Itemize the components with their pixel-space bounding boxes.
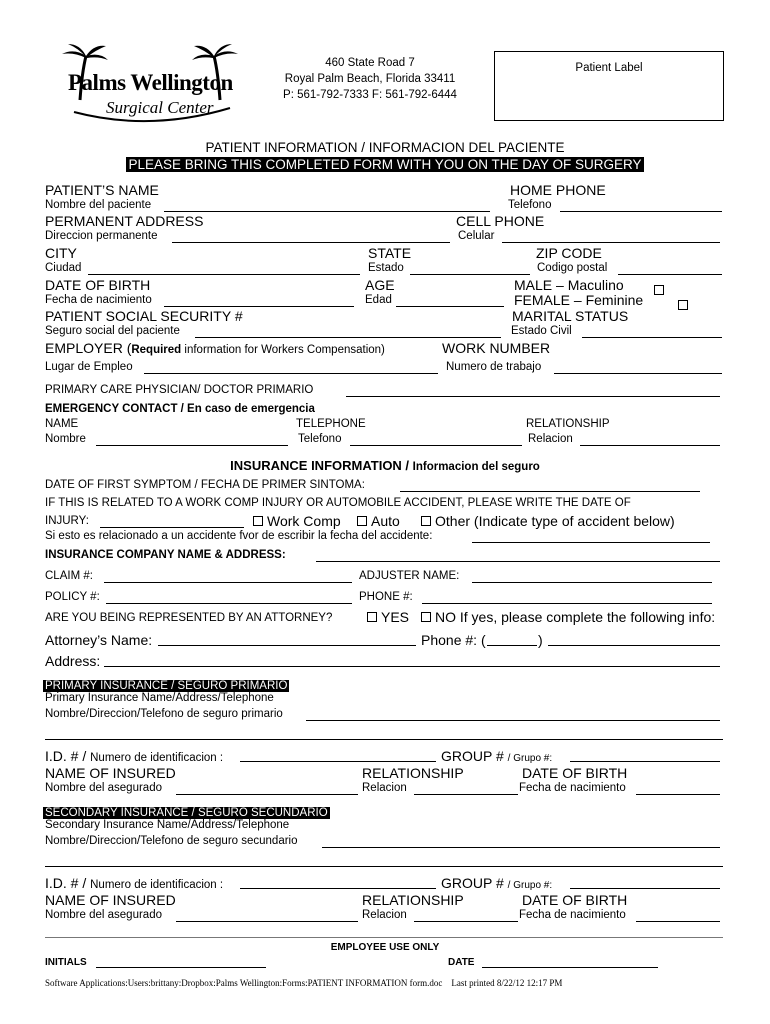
age-label-es: Edad	[365, 294, 392, 306]
auto-checkbox[interactable]	[357, 516, 367, 526]
emergency-heading: EMERGENCY CONTACT / En caso de emergencia	[45, 403, 315, 415]
primary-name-field[interactable]	[306, 720, 720, 721]
attorney-no-checkbox[interactable]	[421, 612, 431, 622]
secondary-insured-field[interactable]	[176, 921, 358, 922]
secondary-extra-line[interactable]	[45, 866, 723, 867]
primary-dob-label-es: Fecha de nacimiento	[519, 782, 626, 794]
marital-field[interactable]	[582, 337, 722, 338]
primary-insured-field[interactable]	[176, 794, 358, 795]
emergency-name-label: NAME	[45, 418, 79, 430]
address-label: PERMANENT ADDRESS	[45, 213, 204, 229]
secondary-group-label-es: / Grupo #:	[507, 880, 553, 891]
logo	[60, 42, 240, 127]
injury-date-field[interactable]	[100, 527, 244, 528]
employee-divider	[45, 937, 723, 938]
primary-group-label-es: / Grupo #:	[507, 753, 553, 764]
age-label: AGE	[365, 277, 395, 293]
secondary-insured-label-es: Nombre del asegurado	[45, 909, 162, 921]
primary-dob-field[interactable]	[636, 794, 720, 795]
dob-label: DATE OF BIRTH	[45, 277, 151, 293]
work-comp-checkbox[interactable]	[253, 516, 263, 526]
first-symptom-label: DATE OF FIRST SYMPTOM / FECHA DE PRIMER SINTOMA:	[45, 479, 365, 491]
insurance-company-field[interactable]	[316, 561, 720, 562]
injury-label: INJURY:	[45, 515, 89, 527]
patient-label-box	[494, 51, 724, 121]
related-text-es: Si esto es relacionado a un accidente fvor de escribir la fecha del accidente:	[45, 530, 433, 542]
primary-id-label-es: Numero de identificacion :	[90, 752, 224, 764]
employer-field[interactable]	[144, 373, 438, 374]
state-label-es: Estado	[368, 262, 404, 274]
emergency-relationship-field[interactable]	[580, 445, 720, 446]
logo-text: Palms Wellington	[68, 70, 233, 95]
primary-group-field[interactable]	[570, 761, 720, 762]
city-label: CITY	[45, 245, 77, 261]
attorney-name-field[interactable]	[158, 645, 416, 646]
primary-group-label-wrap	[441, 748, 552, 766]
marital-label-es: Estado Civil	[511, 325, 572, 337]
insurance-company-label: INSURANCE COMPANY NAME & ADDRESS:	[45, 549, 286, 561]
dob-field[interactable]	[164, 306, 354, 307]
secondary-insured-label: NAME OF INSURED	[45, 892, 176, 908]
employer-label-wrap	[45, 340, 385, 358]
attorney-phone-label: Phone #: (	[421, 632, 486, 648]
secondary-group-label-wrap	[441, 875, 552, 893]
auto-option	[357, 513, 400, 529]
work-number-field[interactable]	[554, 373, 722, 374]
patient-name-field[interactable]	[164, 211, 490, 212]
other-label: Other (Indicate type of accident below)	[435, 513, 675, 529]
secondary-relationship-label-es: Relacion	[362, 909, 407, 921]
male-checkbox[interactable]	[654, 285, 664, 295]
secondary-dob-label-es: Fecha de nacimiento	[519, 909, 626, 921]
secondary-id-label-es: Numero de identificacion :	[90, 879, 224, 891]
primary-insured-label: NAME OF INSURED	[45, 765, 176, 781]
female-checkbox[interactable]	[678, 300, 688, 310]
form-banner: PLEASE BRING THIS COMPLETED FORM WITH YOU ON THE DAY OF SURGERY	[128, 157, 642, 172]
initials-field[interactable]	[96, 967, 266, 968]
address-line-3: P: 561-792-7333 F: 561-792-6444	[283, 89, 457, 101]
form-title: PATIENT INFORMATION / INFORMACION DEL PACIENTE	[205, 140, 565, 155]
cell-phone-label: CELL PHONE	[456, 213, 545, 229]
zip-label-es: Codigo postal	[537, 262, 608, 274]
attorney-area-code-field[interactable]	[487, 645, 537, 646]
insurance-heading-wrap	[0, 457, 770, 475]
date-field[interactable]	[482, 967, 658, 968]
emergency-relationship-label: RELATIONSHIP	[526, 418, 610, 430]
address-line-1: 460 State Road 7	[325, 57, 415, 69]
address-line-2: Royal Palm Beach, Florida 33411	[284, 73, 456, 85]
secondary-dob-field[interactable]	[636, 921, 720, 922]
emergency-relationship-label-es: Relacion	[528, 433, 573, 445]
secondary-name-field[interactable]	[322, 847, 720, 848]
attorney-no-option	[421, 609, 715, 625]
primary-line-2: Nombre/Direccion/Telefono de seguro primario	[45, 708, 283, 720]
employer-label: EMPLOYER (	[45, 340, 132, 356]
primary-relationship-field[interactable]	[414, 794, 518, 795]
related-text: IF THIS IS RELATED TO A WORK COMP INJURY OR AUTOMOBILE ACCIDENT, PLEASE WRITE THE DATE OF	[45, 497, 631, 509]
emergency-name-label-es: Nombre	[45, 433, 86, 445]
address-label-es: Direccion permanente	[45, 230, 158, 242]
secondary-relationship-label: RELATIONSHIP	[362, 892, 464, 908]
other-option	[421, 513, 675, 529]
primary-relationship-label-es: Relacion	[362, 782, 407, 794]
secondary-id-field[interactable]	[240, 888, 436, 889]
work-comp-option	[253, 513, 341, 529]
adjuster-label: ADJUSTER NAME:	[359, 570, 460, 582]
female-label: FEMALE – Feminine	[514, 292, 644, 308]
secondary-group-label: GROUP #	[441, 875, 508, 891]
pcp-field[interactable]	[346, 396, 720, 397]
first-symptom-field[interactable]	[400, 491, 700, 492]
emergency-telephone-label-es: Telefono	[298, 433, 342, 445]
attorney-question: ARE YOU BEING REPRESENTED BY AN ATTORNEY?	[45, 612, 333, 624]
claim-field[interactable]	[104, 582, 352, 583]
primary-dob-label: DATE OF BIRTH	[522, 765, 628, 781]
other-checkbox[interactable]	[421, 516, 431, 526]
attorney-no-label: NO If yes, please complete the following info:	[435, 609, 716, 625]
employer-required: Required	[131, 344, 182, 356]
zip-field[interactable]	[618, 274, 722, 275]
primary-id-label-wrap	[45, 748, 223, 766]
logo-subtext: Surgical Center	[106, 98, 214, 117]
policy-field[interactable]	[106, 603, 352, 604]
home-phone-field[interactable]	[560, 211, 722, 212]
state-label: STATE	[368, 245, 412, 261]
patient-name-label-es: Nombre del paciente	[45, 199, 152, 211]
accident-date-field[interactable]	[472, 542, 710, 543]
work-comp-label: Work Comp	[267, 513, 341, 529]
city-field[interactable]	[88, 274, 360, 275]
home-phone-label-es: Telefono	[508, 199, 552, 211]
phone-label: PHONE #:	[359, 591, 413, 603]
marital-label: MARITAL STATUS	[512, 308, 629, 324]
primary-group-label: GROUP #	[441, 748, 508, 764]
primary-id-label: I.D. # /	[45, 748, 91, 764]
policy-label: POLICY #:	[45, 591, 100, 603]
secondary-relationship-field[interactable]	[414, 921, 518, 922]
primary-insured-label-es: Nombre del asegurado	[45, 782, 162, 794]
adjuster-field[interactable]	[472, 582, 712, 583]
phone-field[interactable]	[422, 603, 712, 604]
footer-printed: Last printed 8/22/12 12:17 PM	[451, 978, 563, 988]
attorney-yes-label: YES	[381, 609, 410, 625]
cell-phone-label-es: Celular	[458, 230, 495, 242]
attorney-address-field[interactable]	[104, 666, 720, 667]
secondary-heading: SECONDARY INSURANCE / SEGURO SECUNDARIO	[45, 807, 328, 819]
attorney-phone-field[interactable]	[548, 645, 720, 646]
primary-extra-line[interactable]	[45, 739, 723, 740]
dob-label-es: Fecha de nacimiento	[45, 294, 152, 306]
primary-id-field[interactable]	[240, 761, 436, 762]
employer-label-es: Lugar de Empleo	[45, 361, 133, 373]
secondary-dob-label: DATE OF BIRTH	[522, 892, 628, 908]
employee-heading: EMPLOYEE USE ONLY	[330, 942, 440, 953]
secondary-id-label: I.D. # /	[45, 875, 91, 891]
attorney-address-label: Address:	[45, 653, 101, 669]
attorney-name-label: Attorney’s Name:	[45, 632, 153, 648]
secondary-group-field[interactable]	[570, 888, 720, 889]
patient-label: Patient Label	[575, 62, 643, 74]
home-phone-label: HOME PHONE	[510, 182, 606, 198]
initials-label: INITIALS	[45, 957, 87, 968]
secondary-line-2: Nombre/Direccion/Telefono de seguro secundario	[45, 835, 298, 847]
age-field[interactable]	[396, 306, 504, 307]
city-label-es: Ciudad	[45, 262, 82, 274]
primary-heading: PRIMARY INSURANCE / SEGURO PRIMARIO	[45, 680, 288, 692]
emergency-telephone-label: TELEPHONE	[296, 418, 366, 430]
claim-label: CLAIM #:	[45, 570, 93, 582]
zip-label: ZIP CODE	[536, 245, 602, 261]
banner-wrap	[0, 156, 770, 174]
attorney-yes-option	[367, 609, 409, 625]
emergency-name-field[interactable]	[96, 445, 288, 446]
ssn-field[interactable]	[195, 337, 501, 338]
primary-relationship-label: RELATIONSHIP	[362, 765, 464, 781]
state-field[interactable]	[410, 274, 530, 275]
date-label: DATE	[448, 957, 475, 968]
attorney-phone-close: )	[538, 632, 543, 648]
insurance-heading-es: Informacion del seguro	[412, 461, 540, 473]
pcp-label: PRIMARY CARE PHYSICIAN/ DOCTOR PRIMARIO	[45, 384, 314, 396]
ssn-label: PATIENT SOCIAL SECURITY #	[45, 308, 243, 324]
insurance-heading: INSURANCE INFORMATION /	[230, 458, 413, 473]
emergency-telephone-field[interactable]	[350, 445, 522, 446]
attorney-yes-checkbox[interactable]	[367, 612, 377, 622]
male-label: MALE – Maculino	[514, 277, 624, 293]
patient-name-label: PATIENT’S NAME	[45, 182, 159, 198]
ssn-label-es: Seguro social del paciente	[45, 325, 180, 337]
work-number-label-es: Numero de trabajo	[446, 361, 542, 373]
cell-phone-field[interactable]	[502, 242, 720, 243]
secondary-line-1: Secondary Insurance Name/Address/Telephone	[45, 819, 290, 831]
secondary-id-label-wrap	[45, 875, 223, 893]
address-field[interactable]	[172, 242, 450, 243]
footer	[45, 978, 562, 988]
employer-note: information for Workers Compensation)	[181, 344, 385, 356]
primary-line-1: Primary Insurance Name/Address/Telephone	[45, 692, 274, 704]
work-number-label: WORK NUMBER	[442, 340, 551, 356]
footer-path: Software Applications:Users:brittany:Dropbox:Palms Wellington:Forms:PATIENT INFORMATION form.doc	[45, 978, 443, 988]
auto-label: Auto	[371, 513, 400, 529]
